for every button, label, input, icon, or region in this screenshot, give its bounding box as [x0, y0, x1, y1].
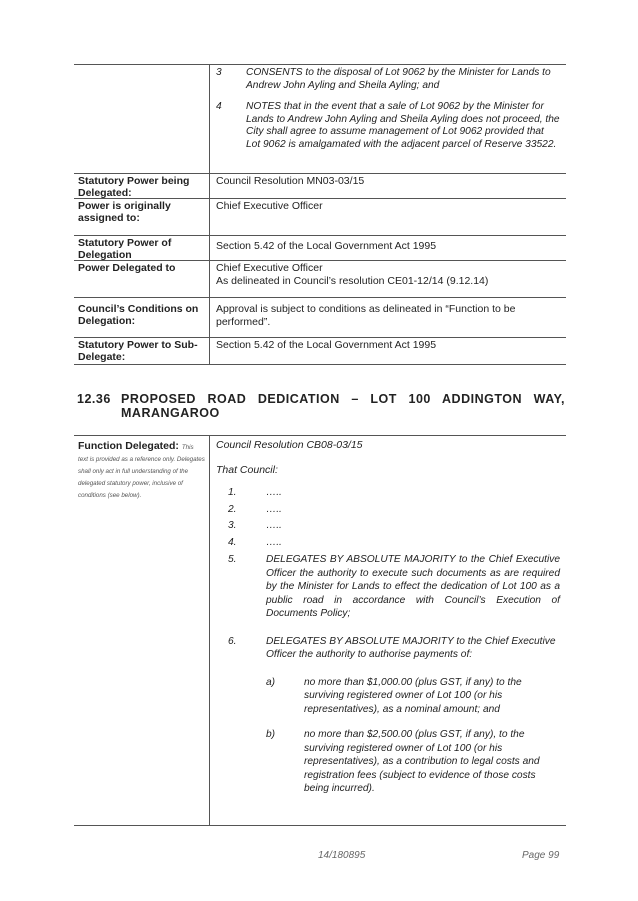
empty-label-cell: [74, 65, 209, 173]
list-item: [228, 520, 560, 533]
table-row: [74, 297, 566, 337]
footer-page-number: Page 99: [522, 850, 560, 861]
item-text: no more than $2,500.00 (plus GST, if any), to the surviving registered owner of Lot 100 (or his representatives), as a contribution to legal costs and registration fees (subject to evidence of those costs being incurred).: [304, 729, 540, 794]
item-number: 3.: [228, 520, 237, 531]
item-text: DELEGATES BY ABSOLUTE MAJORITY to the Chief Executive Officer the authority to execute such documents as are required by the Minister for Lands to effect the dedication of Lot 100 as a public road in accordance with Council’s Execution of Documents Policy;: [266, 554, 560, 619]
resolution-ref: Council Resolution CB08-03/15: [216, 439, 363, 451]
function-label: Function Delegated:: [78, 440, 179, 452]
row-label: Statutory Power of Delegation: [78, 237, 172, 261]
item-number: 2.: [228, 503, 237, 515]
item-text: …..: [266, 503, 282, 515]
list-item: [228, 635, 560, 662]
function-note: This text is provided as a reference only. Delegates shall only act in full understanding of the delegated statutory power, inclusive of conditions (see below).: [78, 444, 205, 499]
table-row: [74, 173, 566, 198]
item-number: a): [266, 676, 276, 688]
sub-list: [228, 676, 560, 796]
footer-doc-id: 14/180895: [318, 850, 366, 861]
item-text: NOTES that in the event that a sale of Lot 9062 by the Minister for Lands to Andrew John Ayling and Sheila Ayling does not proceed, the City shall agree to assume management of Lot 9062 provided that Lot 9062 is amalgamated with the adjacent parcel of Reserve 33522.: [246, 101, 560, 150]
function-label-cell: [74, 436, 209, 825]
list-item: [216, 101, 560, 151]
row-label: Statutory Power being Delegated:: [78, 175, 190, 199]
item-text: DELEGATES BY ABSOLUTE MAJORITY to the Chief Executive Officer the authority to authorise payments of:: [266, 635, 556, 660]
table-row: [74, 198, 566, 235]
row-value-line: Chief Executive Officer: [216, 262, 323, 274]
item-number: 5.: [228, 554, 237, 565]
heading-line: [77, 392, 565, 406]
row-value: [209, 261, 566, 297]
item-number: 4.: [228, 536, 237, 548]
item-text: …..: [266, 487, 282, 498]
section-number: 12.36: [77, 392, 111, 406]
function-row: [74, 435, 566, 826]
item-text: …..: [266, 536, 282, 548]
row-value: Chief Executive Officer: [209, 199, 566, 235]
section-heading: [77, 392, 565, 420]
sub-list-item: [266, 728, 560, 796]
item-number: 1.: [228, 487, 237, 498]
table-row: [74, 260, 566, 297]
item-number: b): [266, 729, 276, 740]
row-value: Approval is subject to conditions as delineated in “Function to be performed”.: [209, 298, 566, 337]
row-label: Statutory Power to Sub-Delegate:: [78, 339, 198, 363]
item-number: 6.: [228, 635, 237, 647]
row-value: Section 5.42 of the Local Government Act 1995: [209, 236, 566, 260]
resolution-list: [216, 487, 560, 796]
continuation-cell: [209, 65, 566, 173]
table-row: [74, 235, 566, 260]
resolution-intro: That Council:: [216, 464, 278, 476]
list-item: [228, 504, 560, 517]
list-item: [216, 67, 560, 92]
list-item: [228, 537, 560, 550]
table-row: [74, 337, 566, 365]
item-text: …..: [266, 520, 282, 531]
list-item: [228, 487, 560, 500]
list-item: [228, 553, 560, 621]
item-number: 4: [216, 101, 222, 112]
continuation-row: [74, 64, 566, 173]
sub-list-item: [266, 676, 560, 717]
delegation-table-upper: [74, 64, 566, 365]
row-label: Power is originally assigned to:: [78, 200, 171, 224]
function-delegated-table: [74, 435, 566, 826]
section-title-line: MARANGAROO: [121, 406, 220, 420]
item-text: no more than $1,000.00 (plus GST, if any) to the surviving registered owner of Lot 100 (or his representatives), as a nominal amount; and: [304, 676, 522, 715]
row-label: Council’s Conditions on Delegation:: [78, 303, 199, 327]
row-value: Section 5.42 of the Local Government Act 1995: [209, 338, 566, 364]
item-number: 3: [216, 67, 222, 78]
function-value-cell: [209, 436, 566, 825]
item-text: CONSENTS to the disposal of Lot 9062 by the Minister for Lands to Andrew John Ayling and Sheila Ayling; and: [246, 67, 551, 91]
row-value-line: As delineated in Council’s resolution CE01-12/14 (9.12.14): [216, 275, 489, 287]
section-title-line: PROPOSED ROAD DEDICATION – LOT 100 ADDINGTON WAY,: [121, 392, 565, 406]
row-label: Power Delegated to: [78, 262, 176, 274]
row-value: Council Resolution MN03-03/15: [209, 174, 566, 198]
